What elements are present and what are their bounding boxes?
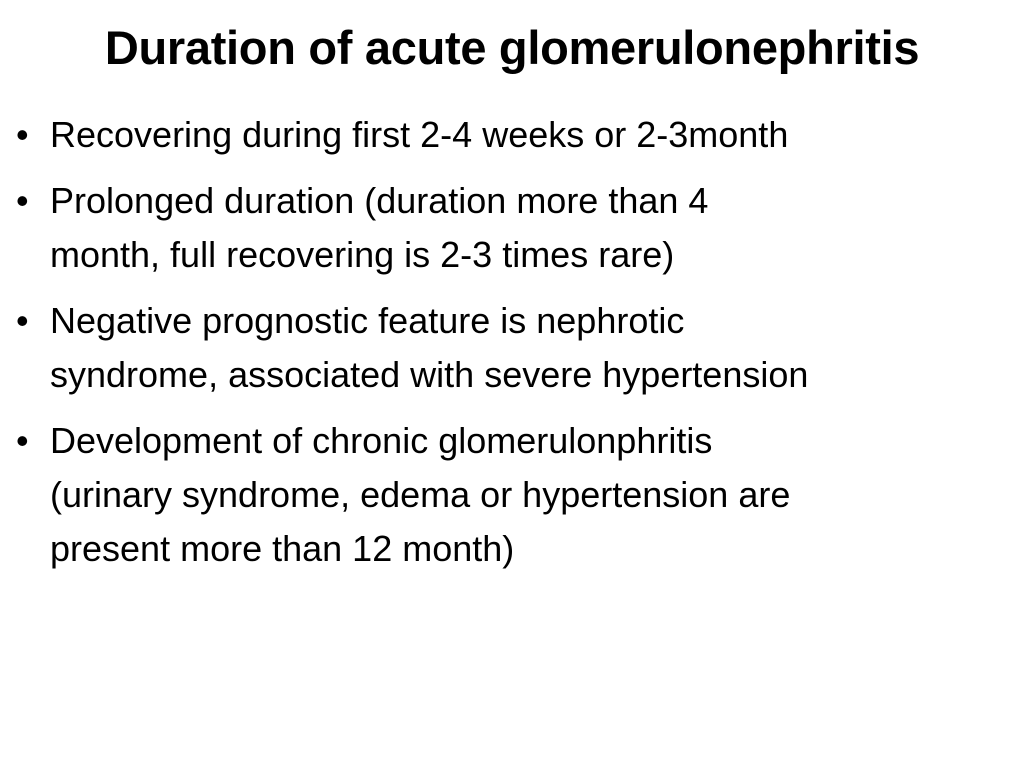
- bullet-item-3: [0, 294, 1024, 402]
- bullet-line: Prolonged duration (duration more than 4: [50, 180, 709, 221]
- bullet-line: Negative prognostic feature is nephrotic: [50, 300, 685, 341]
- bullet-list: [0, 108, 1024, 588]
- bullet-item-2: [0, 174, 1024, 282]
- slide-title: Duration of acute glomerulonephritis: [104, 21, 920, 74]
- bullet-line: Development of chronic glomerulonphritis: [50, 420, 713, 461]
- bullet-line: month, full recovering is 2-3 times rare): [50, 234, 675, 275]
- bullet-dot-icon: •: [16, 180, 29, 221]
- bullet-dot-icon: •: [16, 300, 29, 341]
- bullet-line: syndrome, associated with severe hypertension: [50, 354, 809, 395]
- bullet-item-4: [0, 414, 1024, 576]
- bullet-line: Recovering during first 2-4 weeks or 2-3month: [50, 114, 789, 155]
- bullet-item-1: [0, 108, 1024, 162]
- bullet-dot-icon: •: [16, 420, 29, 461]
- bullet-line: (urinary syndrome, edema or hypertension are: [50, 474, 791, 515]
- bullet-dot-icon: •: [16, 114, 29, 155]
- bullet-line: present more than 12 month): [50, 528, 515, 569]
